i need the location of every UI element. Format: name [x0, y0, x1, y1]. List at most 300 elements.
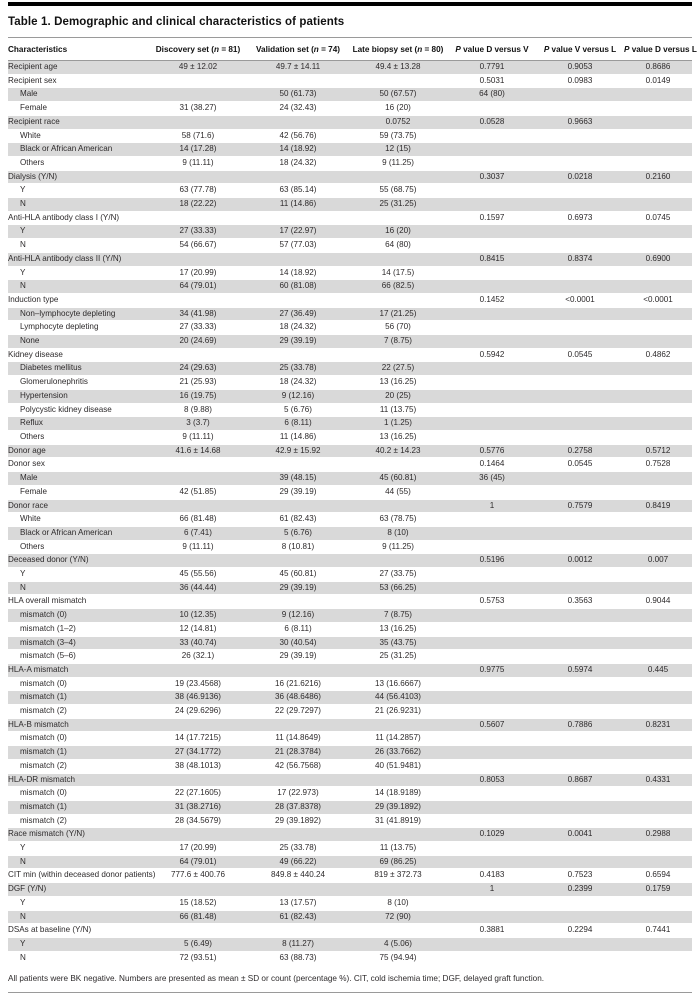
cell-value: [448, 156, 536, 170]
cell-value: 21 (26.9231): [375, 706, 421, 716]
cell-value: [536, 636, 624, 650]
cell-value: [348, 718, 448, 732]
cell-value: 11 (13.75): [379, 843, 417, 853]
cell-value: [248, 663, 348, 677]
cell-value: [448, 650, 536, 664]
col-header-late-biopsy: Late biopsy set (n = 80): [348, 38, 448, 61]
cell-value: 12 (15): [348, 143, 448, 157]
cell-value: [624, 266, 692, 280]
cell-value: 63 (78.75): [379, 514, 417, 524]
cell-value: [536, 787, 624, 801]
table-row: [8, 184, 692, 198]
cell-value: [536, 951, 624, 965]
cell-value: 0.6594: [645, 870, 671, 880]
cell-value: [248, 773, 348, 787]
table-row: [8, 252, 692, 266]
cell-value: [624, 335, 692, 349]
cell-value: 9 (11.11): [182, 431, 214, 441]
cell-value: [624, 759, 692, 773]
cell-value: [448, 266, 536, 280]
row-label: Female: [20, 103, 47, 113]
cell-value: 24 (29.6296): [175, 706, 221, 716]
table-row: [8, 513, 692, 527]
cell-value: 16 (20): [348, 225, 448, 239]
cell-value: 0.1597: [479, 212, 505, 222]
cell-value: 14 (17.28): [148, 143, 248, 157]
cell-value: [148, 115, 248, 129]
cell-value: 0.8374: [536, 252, 624, 266]
cell-value: 31 (38.2716): [148, 800, 248, 814]
cell-value: [148, 924, 248, 938]
cell-value: 0.5031: [479, 75, 505, 85]
table-row: [8, 280, 692, 294]
row-label: Donor race: [8, 499, 148, 513]
cell-value: 0.445: [624, 663, 692, 677]
cell-value: 41.6 ± 14.68: [148, 444, 248, 458]
cell-value: [148, 663, 248, 677]
table-row: [8, 485, 692, 499]
table-row: [8, 376, 692, 390]
cell-value: [624, 540, 692, 554]
row-label: Anti-HLA antibody class I (Y/N): [8, 212, 120, 222]
table-row: [8, 293, 692, 307]
cell-value: 17 (20.99): [179, 843, 217, 853]
row-label: Others: [20, 157, 45, 167]
cell-value: 25 (31.25): [379, 651, 417, 661]
cell-value: [148, 499, 248, 513]
row-label: Hypertension: [8, 389, 148, 403]
table-row: [8, 143, 692, 157]
cell-value: 64 (79.01): [148, 280, 248, 294]
cell-value: 5 (6.76): [248, 526, 348, 540]
cell-value: 1: [448, 499, 536, 513]
cell-value: 25 (31.25): [348, 198, 448, 212]
cell-value: [348, 499, 448, 513]
cell-value: [624, 417, 692, 431]
cell-value: 54 (66.67): [179, 240, 217, 250]
cell-value: 0.8687: [536, 773, 624, 787]
cell-value: 8 (9.88): [184, 404, 212, 414]
cell-value: [348, 293, 448, 307]
cell-value: [624, 787, 692, 801]
row-label: Black or African American: [8, 526, 148, 540]
table-row: [8, 787, 692, 801]
row-label: mismatch (2): [20, 760, 67, 770]
cell-value: 49.4 ± 13.28: [348, 61, 448, 75]
cell-value: 26 (33.7662): [348, 746, 448, 760]
cell-value: [536, 102, 624, 116]
row-label: Non–lymphocyte depleting: [8, 307, 148, 321]
cell-value: 8 (11.27): [248, 938, 348, 952]
cell-value: [148, 293, 248, 307]
cell-value: [348, 663, 448, 677]
cell-value: [624, 88, 692, 102]
cell-value: [248, 828, 348, 842]
cell-value: 34 (41.98): [148, 307, 248, 321]
row-label: N: [20, 952, 26, 962]
cell-value: [624, 581, 692, 595]
cell-value: [448, 855, 536, 869]
cell-value: 17 (22.97): [248, 225, 348, 239]
cell-value: 0.2758: [536, 444, 624, 458]
cell-value: [348, 348, 448, 362]
cell-value: 11 (14.86): [248, 198, 348, 212]
cell-value: [448, 321, 536, 335]
cell-value: [448, 732, 536, 746]
table-row: [8, 430, 692, 444]
table-row: [8, 239, 692, 253]
cell-value: 29 (39.19): [279, 486, 317, 496]
row-label: HLA-A mismatch: [8, 663, 148, 677]
cell-value: [536, 526, 624, 540]
row-label: CIT min (within deceased donor patients): [8, 870, 156, 880]
cell-value: [536, 568, 624, 582]
table-row: [8, 156, 692, 170]
cell-value: 0.8053: [448, 773, 536, 787]
cell-value: [536, 239, 624, 253]
cell-value: 7 (8.75): [348, 335, 448, 349]
cell-value: [624, 842, 692, 856]
table-row: [8, 472, 692, 486]
cell-value: [248, 170, 348, 184]
cell-value: [448, 938, 536, 952]
cell-value: 42 (56.7568): [275, 760, 321, 770]
cell-value: 50 (67.57): [348, 88, 448, 102]
cell-value: 15 (18.52): [179, 897, 217, 907]
cell-value: [536, 266, 624, 280]
cell-value: 14 (17.7215): [175, 733, 221, 743]
row-label: Black or African American: [8, 143, 148, 157]
cell-value: [348, 170, 448, 184]
cell-value: 35 (43.75): [348, 636, 448, 650]
table-row: [8, 362, 692, 376]
cell-value: 27 (33.33): [148, 225, 248, 239]
cell-value: [348, 74, 448, 88]
table-row: [8, 61, 692, 75]
cell-value: [624, 376, 692, 390]
col-header-pvalue-d-l: P value D versus L: [624, 38, 692, 61]
cell-value: 6 (8.11): [284, 623, 312, 633]
cell-value: 40 (51.9481): [375, 760, 421, 770]
cell-value: [536, 746, 624, 760]
cell-value: [624, 746, 692, 760]
table-row: [8, 842, 692, 856]
cell-value: [624, 485, 692, 499]
cell-value: 0.0545: [567, 349, 593, 359]
cell-value: 849.8 ± 440.24: [271, 870, 325, 880]
cell-value: [624, 362, 692, 376]
cell-value: [624, 198, 692, 212]
row-label: Anti-HLA antibody class II (Y/N): [8, 252, 148, 266]
cell-value: [448, 896, 536, 910]
cell-value: 0.7528: [645, 459, 671, 469]
cell-value: [148, 718, 248, 732]
cell-value: [248, 458, 348, 472]
cell-value: [248, 883, 348, 897]
row-label: mismatch (1): [8, 691, 148, 705]
cell-value: 21 (25.93): [179, 377, 217, 387]
table-row: [8, 225, 692, 239]
cell-value: [536, 759, 624, 773]
cell-value: <0.0001: [565, 294, 595, 304]
cell-value: [536, 156, 624, 170]
cell-value: [536, 88, 624, 102]
cell-value: 49.7 ± 14.11: [248, 61, 348, 75]
cell-value: [448, 705, 536, 719]
header-row: [8, 38, 692, 61]
row-label: Glomerulonephritis: [20, 377, 88, 387]
cell-value: 30 (40.54): [248, 636, 348, 650]
cell-value: [536, 513, 624, 527]
cell-value: 11 (14.86): [279, 431, 317, 441]
cell-value: 61 (82.43): [279, 514, 317, 524]
table-row: [8, 869, 692, 883]
table-row: [8, 609, 692, 623]
cell-value: 28 (34.5679): [175, 815, 221, 825]
cell-value: 5 (6.76): [284, 404, 312, 414]
table-row: [8, 732, 692, 746]
table-row: [8, 581, 692, 595]
cell-value: 0.0752: [348, 115, 448, 129]
cell-value: 42 (51.85): [179, 486, 217, 496]
cell-value: 0.9044: [645, 596, 671, 606]
cell-value: 44 (55): [385, 486, 411, 496]
cell-value: 0.0545: [567, 459, 593, 469]
cell-value: 64 (80): [448, 88, 536, 102]
cell-value: 9 (12.16): [248, 389, 348, 403]
cell-value: [448, 526, 536, 540]
table-row: [8, 170, 692, 184]
cell-value: 22 (27.5): [348, 362, 448, 376]
cell-value: [148, 348, 248, 362]
cell-value: [624, 677, 692, 691]
table-row: [8, 663, 692, 677]
cell-value: 31 (41.8919): [375, 815, 421, 825]
cell-value: 58 (71.6): [181, 130, 215, 140]
cell-value: 5 (6.49): [148, 938, 248, 952]
cell-value: 19 (23.4568): [175, 678, 221, 688]
cell-value: 27 (33.33): [179, 322, 217, 332]
row-label: Dialysis (Y/N): [8, 170, 148, 184]
cell-value: 45 (60.81): [279, 569, 317, 579]
cell-value: 0.5942: [479, 349, 505, 359]
cell-value: [448, 513, 536, 527]
cell-value: [624, 115, 692, 129]
cell-value: [624, 951, 692, 965]
cell-value: 49 ± 12.02: [148, 61, 248, 75]
cell-value: 0.5753: [479, 596, 505, 606]
cell-value: 8 (10): [348, 526, 448, 540]
cell-value: 0.6900: [624, 252, 692, 266]
cell-value: [536, 896, 624, 910]
cell-value: 28 (37.8378): [248, 800, 348, 814]
cell-value: [624, 403, 692, 417]
row-label: Others: [20, 541, 45, 551]
cell-value: [448, 403, 536, 417]
table-row: [8, 622, 692, 636]
table-row: [8, 211, 692, 225]
cell-value: 0.3881: [479, 925, 505, 935]
row-label: HLA-B mismatch: [8, 718, 148, 732]
cell-value: [448, 622, 536, 636]
table-row: [8, 951, 692, 965]
cell-value: <0.0001: [643, 294, 673, 304]
cell-value: [536, 581, 624, 595]
cell-value: 0.0012: [536, 554, 624, 568]
cell-value: 66 (81.48): [179, 514, 217, 524]
cell-value: 0.2160: [624, 170, 692, 184]
table-row: [8, 938, 692, 952]
cell-value: [148, 170, 248, 184]
cell-value: 64 (80): [385, 240, 411, 250]
row-label: HLA overall mismatch: [8, 596, 87, 606]
cell-value: [348, 252, 448, 266]
cell-value: [536, 691, 624, 705]
cell-value: [248, 115, 348, 129]
row-label: mismatch (2): [20, 815, 67, 825]
cell-value: 27 (33.75): [379, 569, 417, 579]
cell-value: 13 (16.25): [379, 431, 417, 441]
cell-value: [624, 568, 692, 582]
cell-value: 0.9663: [536, 115, 624, 129]
cell-value: [536, 677, 624, 691]
cell-value: 0.1464: [479, 459, 505, 469]
cell-value: 12 (14.81): [179, 623, 217, 633]
cell-value: [536, 472, 624, 486]
table-header: [8, 38, 697, 61]
cell-value: 11 (14.2857): [375, 733, 421, 743]
cell-value: 29 (39.1892): [348, 800, 448, 814]
table-row: [8, 266, 692, 280]
cell-value: [536, 540, 624, 554]
cell-value: 0.9775: [448, 663, 536, 677]
cell-value: [448, 485, 536, 499]
col-header-pvalue-v-l: P value V versus L: [536, 38, 624, 61]
row-label: N: [8, 198, 148, 212]
cell-value: [536, 705, 624, 719]
cell-value: 0.9053: [536, 61, 624, 75]
table-row: [8, 129, 692, 143]
row-label: mismatch (0): [20, 678, 67, 688]
table-row: [8, 348, 692, 362]
col-header-pvalue-d-v: P value D versus V: [448, 38, 536, 61]
row-label: Female: [20, 486, 47, 496]
row-label: Deceased donor (Y/N): [8, 554, 148, 568]
row-label: mismatch (1): [8, 800, 148, 814]
cell-value: [448, 307, 536, 321]
cell-value: 53 (66.25): [348, 581, 448, 595]
cell-value: [448, 362, 536, 376]
table-row: [8, 102, 692, 116]
col-header-characteristics: Characteristics: [8, 38, 148, 61]
cell-value: [348, 924, 448, 938]
cell-value: 0.0218: [536, 170, 624, 184]
cell-value: [536, 855, 624, 869]
cell-value: 31 (38.27): [179, 103, 217, 113]
cell-value: 0.5712: [624, 444, 692, 458]
row-label: Reflux: [8, 417, 148, 431]
cell-value: [536, 280, 624, 294]
cell-value: [536, 622, 624, 636]
cell-value: [448, 910, 536, 924]
cell-value: [624, 691, 692, 705]
cell-value: 14 (17.5): [381, 267, 415, 277]
row-label: mismatch (0): [8, 609, 148, 623]
cell-value: 61 (82.43): [248, 910, 348, 924]
cell-value: [624, 513, 692, 527]
cell-value: [448, 335, 536, 349]
cell-value: 777.6 ± 400.76: [171, 870, 225, 880]
row-label: mismatch (1): [8, 746, 148, 760]
cell-value: 6 (8.11): [248, 417, 348, 431]
cell-value: 42.9 ± 15.92: [248, 444, 348, 458]
cell-value: 1: [448, 883, 536, 897]
top-rule-bar: [8, 2, 692, 6]
cell-value: [536, 143, 624, 157]
cell-value: 0.0041: [536, 828, 624, 842]
row-label: Y: [8, 938, 148, 952]
table-row: [8, 389, 692, 403]
cell-value: 17 (20.99): [179, 267, 217, 277]
cell-value: [624, 636, 692, 650]
row-label: mismatch (0): [20, 788, 67, 798]
row-label: N: [8, 910, 148, 924]
cell-value: 0.1759: [624, 883, 692, 897]
cell-value: [448, 636, 536, 650]
cell-value: [148, 595, 248, 609]
cell-value: [448, 800, 536, 814]
cell-value: 6 (7.41): [148, 526, 248, 540]
cell-value: [624, 307, 692, 321]
cell-value: 3 (3.7): [148, 417, 248, 431]
cell-value: 29 (39.19): [248, 581, 348, 595]
cell-value: 0.8419: [624, 499, 692, 513]
cell-value: 38 (48.1013): [175, 760, 221, 770]
cell-value: [348, 458, 448, 472]
table-row: [8, 718, 692, 732]
cell-value: 17 (21.25): [348, 307, 448, 321]
cell-value: 25 (33.78): [279, 843, 317, 853]
cell-value: 63 (85.14): [279, 185, 317, 195]
cell-value: 22 (29.7297): [275, 706, 321, 716]
row-label: Y: [20, 843, 26, 853]
cell-value: 819 ± 372.73: [374, 870, 422, 880]
row-label: Race mismatch (Y/N): [8, 828, 148, 842]
cell-value: [448, 430, 536, 444]
cell-value: [448, 691, 536, 705]
cell-value: [248, 211, 348, 225]
cell-value: [248, 554, 348, 568]
cell-value: [536, 225, 624, 239]
cell-value: [348, 595, 448, 609]
row-label: Y: [20, 569, 26, 579]
row-label: DSAs at baseline (Y/N): [8, 925, 92, 935]
row-label: Diabetes mellitus: [8, 362, 148, 376]
row-label: Recipient age: [8, 61, 148, 75]
cell-value: [536, 307, 624, 321]
cell-value: 29 (39.1892): [275, 815, 321, 825]
table-row: [8, 88, 692, 102]
cell-value: 4 (5.06): [348, 938, 448, 952]
table-row: [8, 759, 692, 773]
cell-value: [536, 129, 624, 143]
cell-value: 69 (86.25): [348, 855, 448, 869]
cell-value: 36 (44.44): [148, 581, 248, 595]
table-row: [8, 924, 692, 938]
row-label: mismatch (5–6): [20, 651, 76, 661]
cell-value: [448, 540, 536, 554]
cell-value: 18 (24.32): [279, 377, 317, 387]
